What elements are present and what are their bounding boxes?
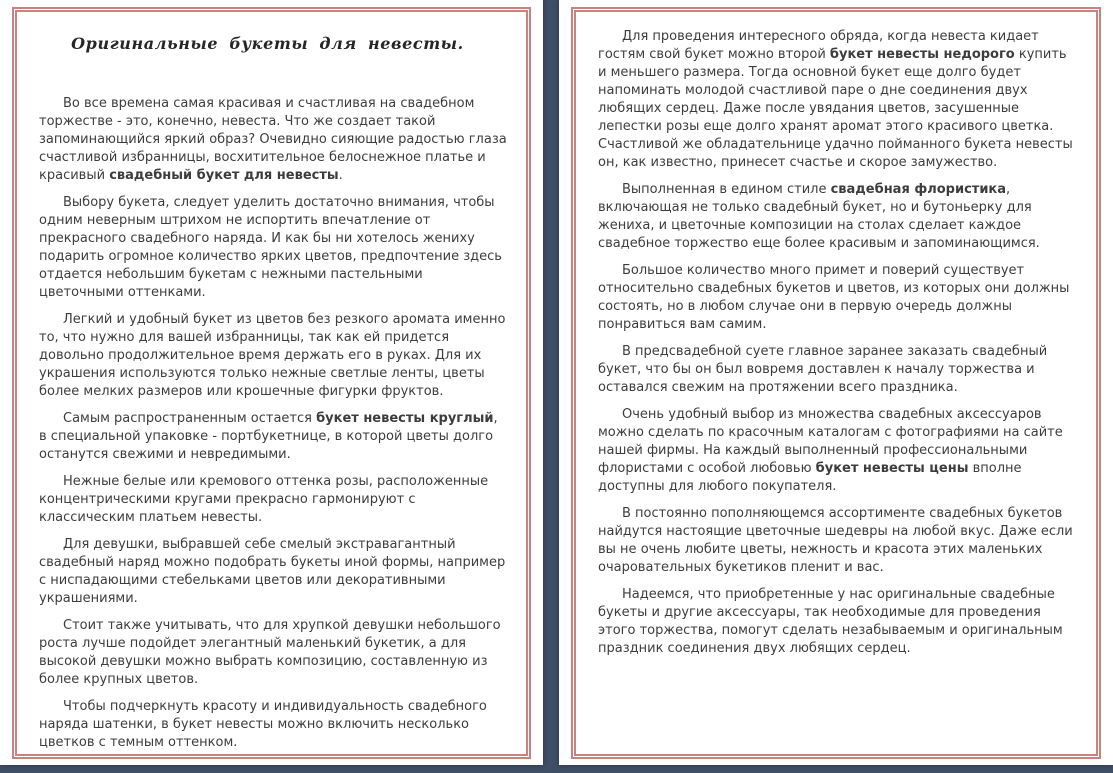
- page-border-frame-right: [571, 7, 1101, 759]
- text-run: Чтобы подчеркнуть красоту и индивидуальность свадебного наряда шатенки, в букет невесты можно включить несколько цветков с темным оттенком.: [39, 699, 487, 750]
- text-run: Выбору букета, следует уделить достаточно внимания, чтобы одним неверным штрихом не испортить впечатление от прекрасного свадебного наряда. И как бы ни хотелось жениху подарить огромное количество ярких цветов, предпочтение здесь отдается небольшим букетам с нежными пастельными цветочными оттенками.: [39, 195, 502, 300]
- text-run: Стоит также учитывать, что для хрупкой девушки небольшого роста лучше подойдет элегантный маленький букетик, а для высокой девушки можно выбрать композицию, составленную из более крупных цветов.: [39, 618, 501, 687]
- text-run: вполне доступны для любого покупателя.: [598, 461, 1022, 494]
- text-run: Легкий и удобный букет из цветов без резкого аромата именно то, что нужно для вашей избранницы, так как ей придется довольно продолжительное время держать его в руках. Для их украшения используются только нежные светлые ленты, цветы более мелких размеров или крошечные фигурки фруктов.: [39, 312, 506, 399]
- text-run: В постоянно пополняющемся ассортименте свадебных букетов найдутся настоящие цветочные шедевры на любой вкус. Даже если вы не очень любите цветы, нежность и красота этих маленьких очаровательных букетиков пленит и вас.: [598, 506, 1073, 575]
- keyword-bold-run: свадебная флористика: [830, 182, 1007, 197]
- text-run: Самым распространенным остается: [63, 411, 317, 426]
- keyword-bold-run: букет невесты цены: [815, 461, 969, 476]
- paragraph: [39, 194, 508, 302]
- paragraph: [39, 311, 508, 401]
- paragraph: [39, 698, 508, 752]
- left-page-paragraphs: [39, 95, 508, 752]
- text-run: В предсвадебной суете главное заранее заказать свадебный букет, что бы он был вовремя доставлен к началу торжества и оставался свежим на протяжении всего праздника.: [598, 344, 1048, 395]
- document-page-left: [0, 0, 543, 765]
- paragraph: [598, 28, 1078, 172]
- paragraph: [598, 505, 1078, 577]
- page-border-frame-left: [12, 7, 531, 759]
- keyword-bold-run: свадебный букет для невесты: [109, 168, 339, 183]
- text-run: , включающая не только свадебный букет, но и бутоньерку для жениха, и цветочные композиции на столах сделает каждое свадебное торжество еще более красивым и запоминающимся.: [598, 182, 1040, 251]
- text-run: Надеемся, что приобретенные у нас оригинальные свадебные букеты и другие аксессуары, так необходимые для проведения этого торжества, помогут сделать незабываемым и оригинальным праздник соединения двух любящих сердец.: [598, 587, 1063, 656]
- paragraph: [39, 617, 508, 689]
- text-run: , в специальной упаковке - портбукетнице, в которой цветы долго останутся свежими и невредимыми.: [39, 411, 498, 462]
- document-title: Оригинальные букеты для невесты.: [71, 34, 464, 53]
- text-run: Во все времена самая красивая и счастливая на свадебном торжестве - это, конечно, невеста. Что же создает такой запоминающийся яркий образ? Очевидно сияющие радостью глаза счастливой избранницы, восхитительное белоснежное платье и красивый: [39, 96, 507, 183]
- paragraph: [598, 181, 1078, 253]
- text-run: Для проведения интересного обряда, когда невеста кидает гостям свой букет можно второй: [598, 29, 1039, 62]
- text-run: Выполненная в едином стиле: [622, 182, 831, 197]
- text-run: .: [338, 168, 343, 183]
- text-run: Большое количество много примет и поверий существует относительно свадебных букетов и цветов, из которых они должны состоять, но в любом случае они в первую очередь должны понравиться вам самим.: [598, 263, 1070, 332]
- paragraph: [598, 262, 1078, 334]
- keyword-bold-run: букет невесты недорого: [829, 47, 1015, 62]
- paragraph: [39, 95, 508, 185]
- paragraph: [598, 406, 1078, 496]
- text-run: купить и меньшего размера. Тогда основной букет еще долго будет напоминать молодой счастливой паре о дне соединения двух любящих сердец. Даже после увядания цветов, засушенные лепестки розы еще долго хранят аромат этого красивого цветка. Счастливой же обладательнице удачно пойманного букета невесты он, как известно, принесет счастье и скорое замужество.: [598, 47, 1073, 170]
- paragraph: [39, 536, 508, 608]
- keyword-bold-run: букет невесты круглый: [316, 411, 494, 426]
- paragraph: [598, 343, 1078, 397]
- paragraph: [598, 586, 1078, 658]
- right-page-paragraphs: [598, 28, 1078, 658]
- text-run: Очень удобный выбор из множества свадебных аксессуаров можно сделать по красочным каталогам с фотографиями на сайте нашей фирмы. На каждый выполненный профессиональными флористами с особой любовью: [598, 407, 1063, 476]
- paragraph: [39, 473, 508, 527]
- text-run: Для девушки, выбравшей себе смелый экстравагантный свадебный наряд можно подобрать букеты иной формы, например с ниспадающими стебельками цветов или декоративными украшениями.: [39, 537, 506, 606]
- document-page-right: [559, 0, 1113, 765]
- paragraph: [39, 410, 508, 464]
- text-run: Нежные белые или кремового оттенка розы, расположенные концентрическими кругами прекрасно гармонируют с классическим платьем невесты.: [39, 474, 489, 525]
